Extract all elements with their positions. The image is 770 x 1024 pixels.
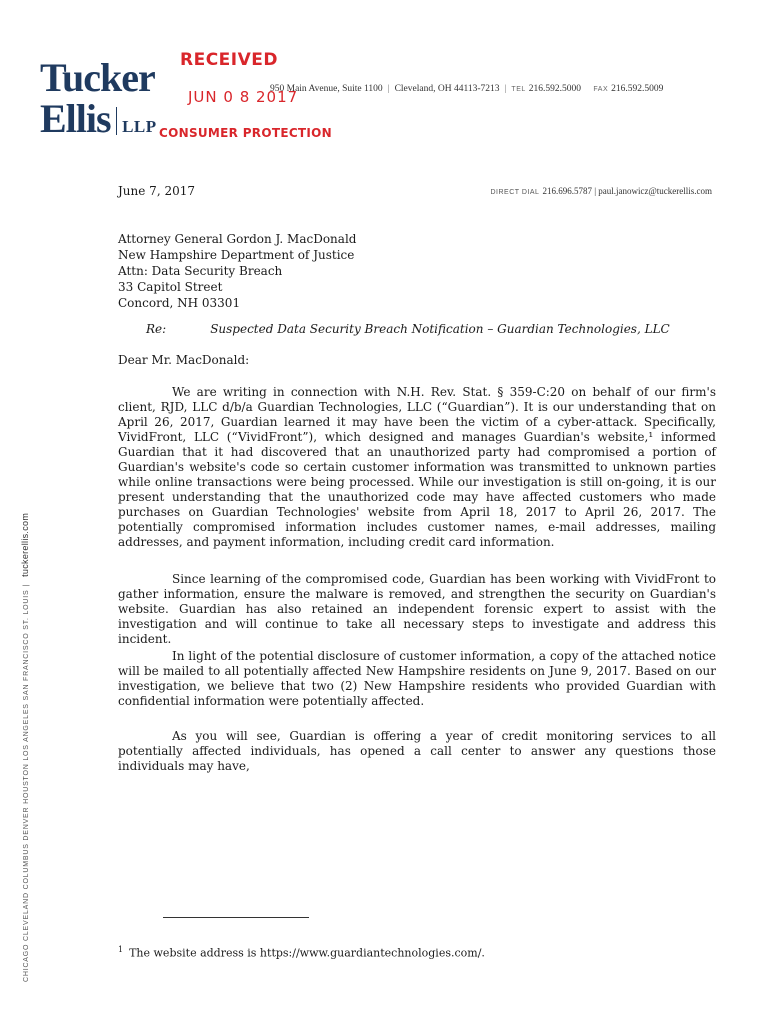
recipient-line: Concord, NH 03301 [118,296,241,310]
salutation: Dear Mr. MacDonald: [118,353,250,367]
city-address: Cleveland, OH 44113-7213 [394,84,500,94]
tel-label: TEL [511,86,526,93]
footnote-text: The website address is https://www.guardiantechnologies.com/. [129,946,485,960]
direct-dial-number: 216.696.5787 [542,186,592,196]
recipient-line: Attorney General Gordon J. MacDonald [118,232,357,246]
body-paragraph-1 [118,385,716,550]
letter-date: June 7, 2017 [118,184,195,198]
firm-website: tuckerellis.com [20,512,30,577]
author-email: paul.janowicz@tuckerellis.com [598,186,712,196]
logo-line-2 [40,98,157,148]
received-stamp-date: JUN 0 8 2017 [188,88,299,106]
fax-label: FAX [593,86,609,93]
direct-dial-label: DIRECT DIAL [490,189,540,196]
office-list: CHICAGO CLEVELAND COLUMBUS DENVER HOUSTON LOS ANGELES SAN FRANCISCO ST. LOUIS [23,589,30,982]
recipient-block [118,231,356,311]
consumer-protection-stamp: CONSUMER PROTECTION [159,126,333,140]
street-address: 950 Main Avenue, Suite 1100 [270,84,383,94]
fax-number: 216.592.5009 [611,84,664,94]
recipient-line: New Hampshire Department of Justice [118,248,355,262]
paragraph-text: As you will see, Guardian is offering a year of credit monitoring services to all potentially affected individuals, has opened a call center to answer any questions those individuals may have, [118,729,716,773]
letterhead-address: 950 Main Avenue, Suite 1100 | Cleveland, OH 44113-7213 | TEL 216.592.5000 FAX 216.592.5009 [270,84,664,94]
paragraph-text: In light of the potential disclosure of customer information, a copy of the attached notice will be mailed to all potentially affected New Hampshire residents on June 9, 2017. Based on our investigation, we believe that two (2) New Hampshire residents who provided Guardian with confidential information were potentially affected. [118,649,716,708]
body-paragraph-2 [118,572,716,647]
body-paragraph-4 [118,729,716,774]
received-stamp: RECEIVED [180,50,278,70]
footnote [118,945,485,960]
recipient-line: Attn: Data Security Breach [118,264,283,278]
logo-ellis: Ellis [40,96,111,141]
logo-llp: LLP [122,117,157,136]
office-sidebar: CHICAGO CLEVELAND COLUMBUS DENVER HOUSTON LOS ANGELES SAN FRANCISCO ST. LOUIS|tuckerellis.com [20,512,30,982]
paragraph-text: We are writing in connection with N.H. Rev. Stat. § 359-C:20 on behalf of our firm's client, RJD, LLC d/b/a Guardian Technologies, LLC (“Guardian”). It is our understanding that on April 26, 2017, Guardian learned it may have been the victim of a cyber-attack. Specifically, VividFront, LLC (“VividFront”), which designed and manages Guardian's website,¹ informed Guardian that it had discovered that an unauthorized party had compromised a portion of Guardian's website's code so certain customer information was transmitted to unknown parties while online transactions were being processed. While our investigation is still on-going, it is our present understanding that the unauthorized code may have affected customers who made purchases on Guardian Technologies' website from April 18, 2017 to April 26, 2017. The potentially compromised information includes customer names, e-mail addresses, mailing addresses, and payment information, including credit card information. [118,385,716,549]
re-label: Re: [146,322,167,336]
footnote-mark: 1 [118,945,124,954]
firm-logo [40,55,157,148]
logo-divider [116,107,118,135]
body-paragraph-3 [118,649,716,709]
re-subject: Suspected Data Security Breach Notification – Guardian Technologies, LLC [210,322,670,336]
direct-dial-line: DIRECT DIAL 216.696.5787 | paul.janowicz@tuckerellis.com [490,186,712,196]
recipient-line: 33 Capitol Street [118,280,223,294]
tel-number: 216.592.5000 [528,84,582,94]
re-line [146,322,670,336]
footnote-divider [163,917,309,918]
logo-line-1: Tucker [40,55,155,100]
paragraph-text: Since learning of the compromised code, Guardian has been working with VividFront to gather information, ensure the malware is removed, and strengthen the security on Guardian's website. Guardian has also retained an independent forensic expert to assist with the investigation and will continue to take all necessary steps to investigate and address this incident. [118,572,716,646]
